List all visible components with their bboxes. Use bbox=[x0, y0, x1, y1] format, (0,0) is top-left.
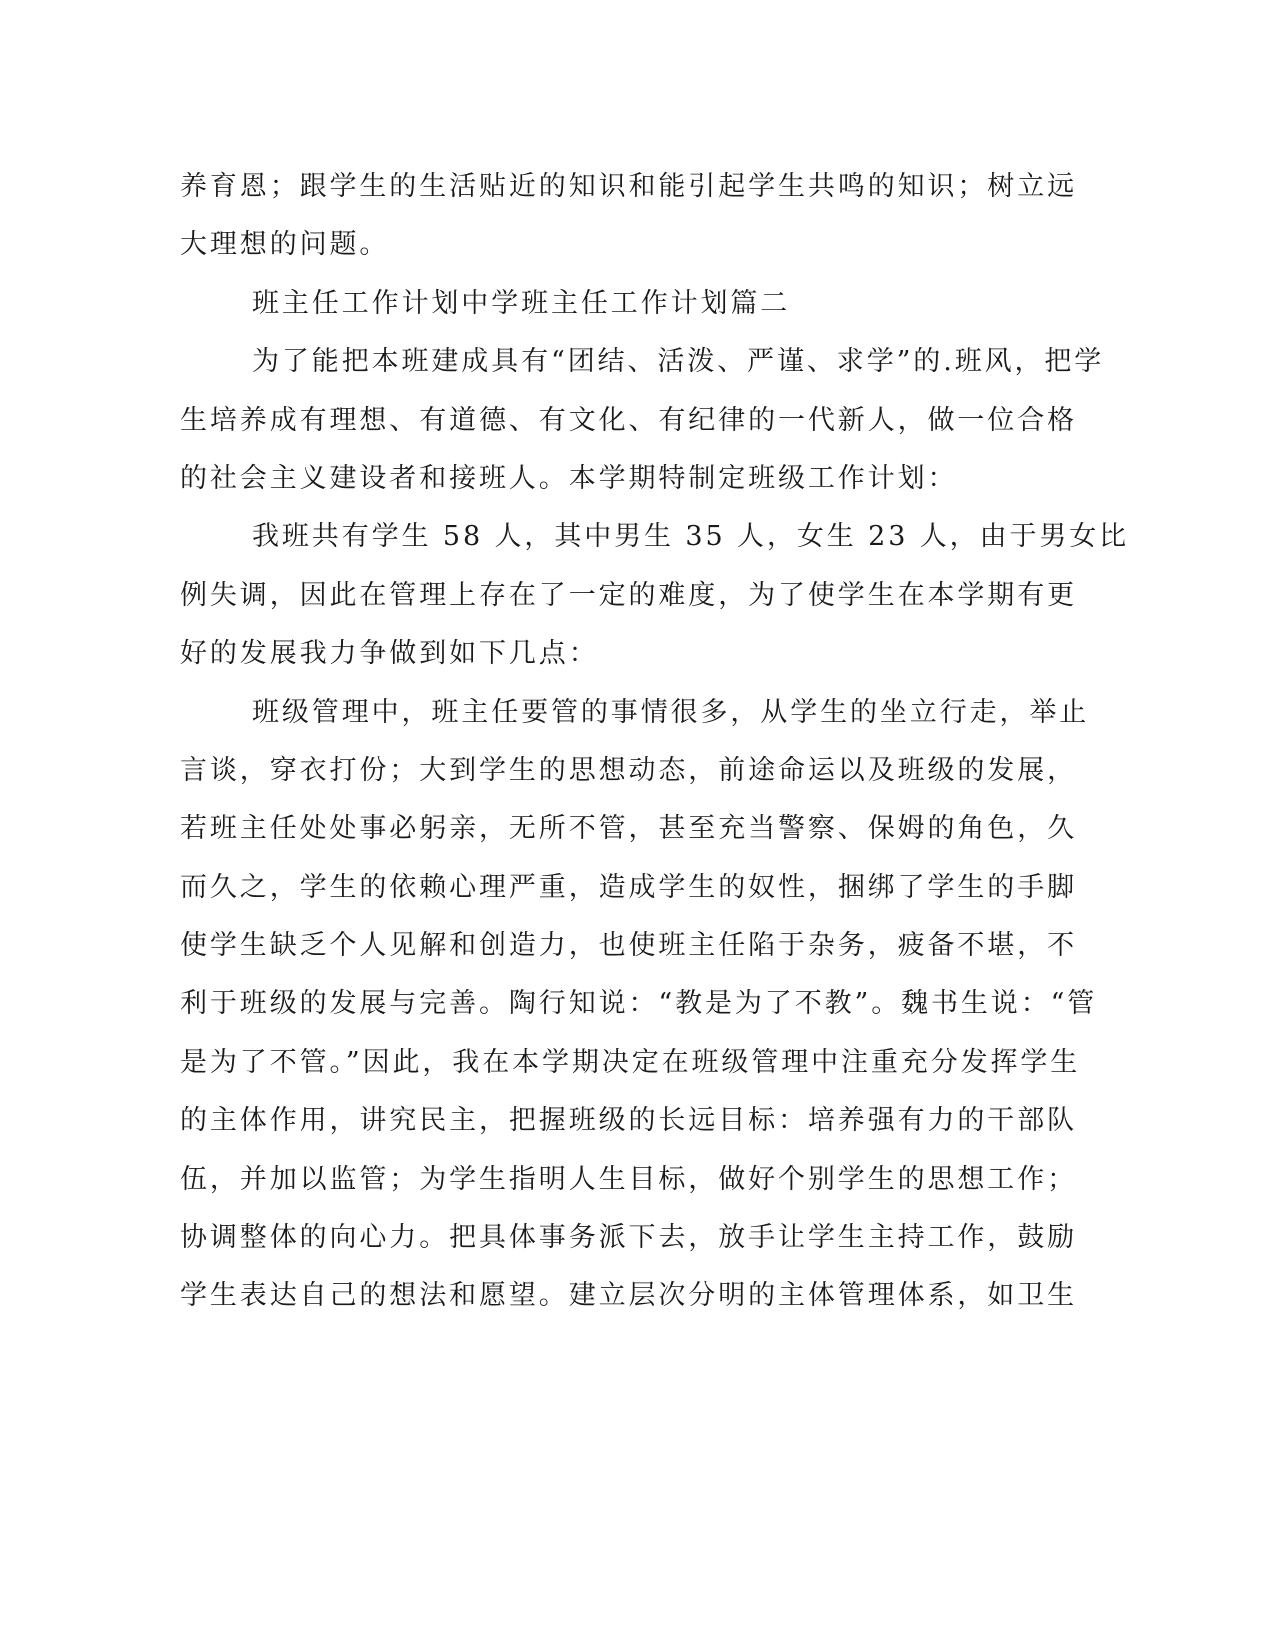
body-line: 好的发展我力争做到如下几点： bbox=[180, 638, 599, 670]
body-line: 利于班级的发展与完善。陶行知说：“教是为了不教”。魏书生说：“管 bbox=[180, 988, 1098, 1020]
body-line: 我班共有学生 58 人，其中男生 35 人，女生 23 人，由于男女比 bbox=[252, 521, 1130, 553]
body-line: 使学生缺乏个人见解和创造力，也使班主任陷于杂务，疲备不堪，不 bbox=[180, 930, 1077, 962]
body-line: 学生表达自己的想法和愿望。建立层次分明的主体管理体系，如卫生 bbox=[180, 1280, 1077, 1312]
body-line: 协调整体的向心力。把具体事务派下去，放手让学生主持工作，鼓励 bbox=[180, 1222, 1077, 1254]
body-line: 的社会主义建设者和接班人。本学期特制定班级工作计划： bbox=[180, 462, 958, 494]
body-line: 言谈，穿衣打份；大到学生的思想动态，前途命运以及班级的发展， bbox=[180, 754, 1077, 786]
body-line: 养育恩；跟学生的生活贴近的知识和能引起学生共鸣的知识；树立远 bbox=[180, 171, 1077, 202]
body-line: 大理想的问题。 bbox=[180, 229, 390, 261]
section-heading: 班主任工作计划中学班主任工作计划篇二 bbox=[252, 287, 791, 319]
body-line: 为了能把本班建成具有“团结、活泼、严谨、求学”的.班风，把学 bbox=[252, 346, 1105, 378]
body-line: 而久之，学生的依赖心理严重，造成学生的奴性，捆绑了学生的手脚 bbox=[180, 871, 1077, 903]
body-line: 是为了不管。”因此，我在本学期决定在班级管理中注重充分发挥学生 bbox=[180, 1046, 1081, 1078]
body-line: 班级管理中，班主任要管的事情很多，从学生的坐立行走，举止 bbox=[252, 696, 1090, 728]
body-line: 例失调，因此在管理上存在了一定的难度，为了使学生在本学期有更 bbox=[180, 579, 1077, 611]
document-body bbox=[180, 158, 1130, 1326]
body-line: 伍，并加以监管；为学生指明人生目标，做好个别学生的思想工作； bbox=[180, 1163, 1077, 1195]
body-line: 若班主任处处事必躬亲，无所不管，甚至充当警察、保姆的角色，久 bbox=[180, 813, 1077, 845]
body-line: 生培养成有理想、有道德、有文化、有纪律的一代新人，做一位合格 bbox=[180, 404, 1077, 436]
body-line: 的主体作用，讲究民主，把握班级的长远目标：培养强有力的干部队 bbox=[180, 1105, 1077, 1137]
